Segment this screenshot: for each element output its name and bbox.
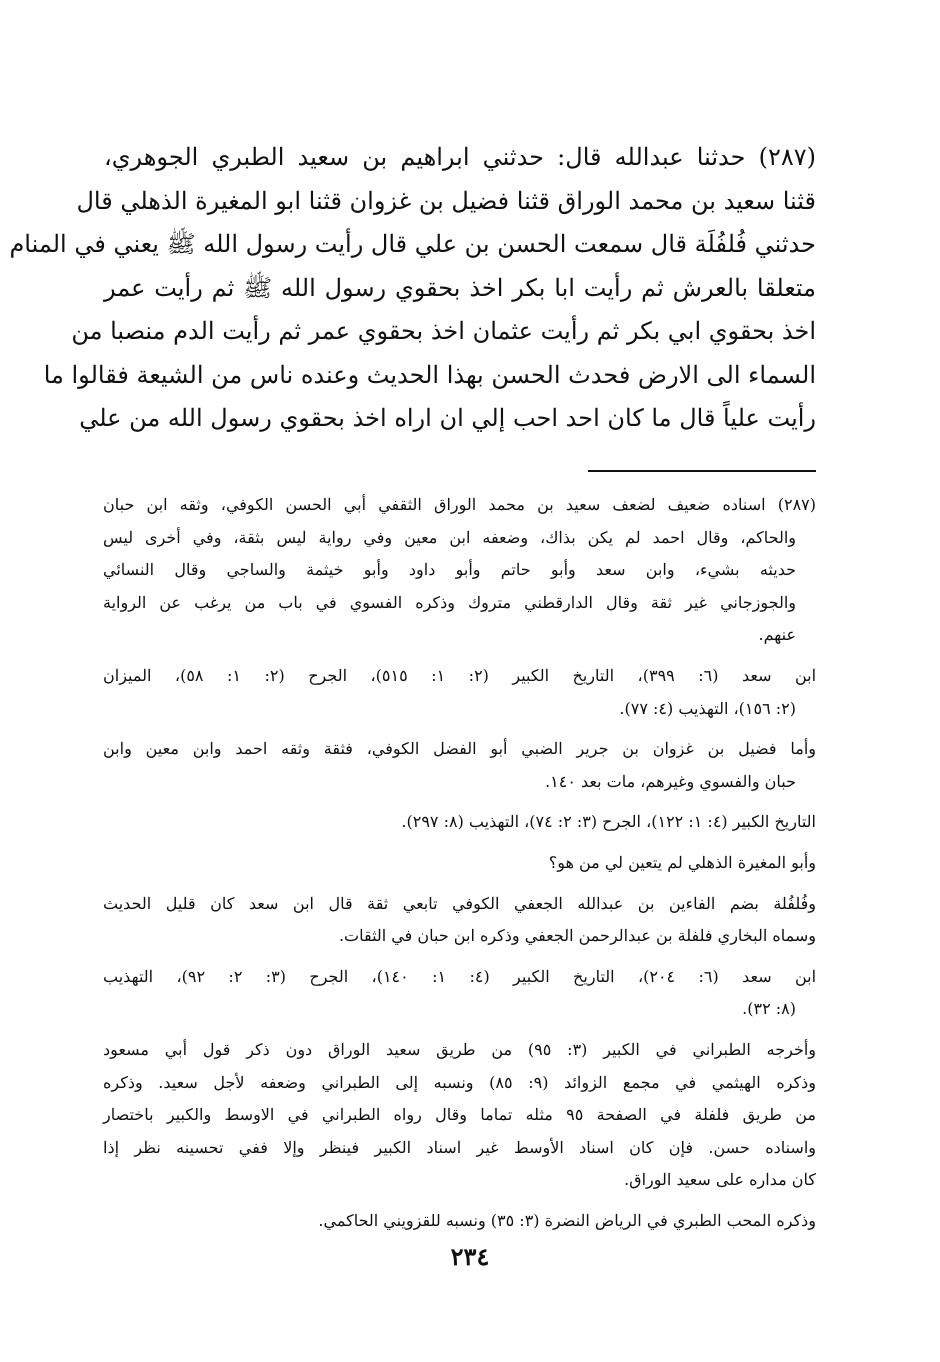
- footnote-line: ابن سعد (٦: ٣٩٩)، التاريخ الكبير (٢: ١: ٥١٥)، الجرح (٢: ١: ٥٨)، الميزان: [103, 665, 817, 685]
- footnote-paragraph: [103, 660, 816, 725]
- footnote-line: وذكره المحب الطبري في الرياض النضرة (٣: ٣٥) ونسبه للقزويني الحاكمي.: [318, 1210, 816, 1230]
- hadith-line: قثنا سعيد بن محمد الوراق قثنا فضيل بن غزوان قثنا ابو المغيرة الذهلي قال: [76, 186, 816, 215]
- footnote-line: حبان والفسوي وغيرهم، مات بعد ١٤٠.: [545, 771, 796, 791]
- footnote-line: حديثه بشيء، وابن سعد وأبو حاتم وأبو داود وأبو خيثمة والساجي وقال النسائي: [103, 560, 796, 580]
- hadith-line: اخذ بحقوي ابي بكر ثم رأيت عثمان اخذ بحقوي عمر ثم رأيت الدم منصبا من: [71, 317, 816, 345]
- hadith-text: [9, 136, 816, 441]
- footnote-line: (٨: ٣٢).: [742, 999, 796, 1019]
- hadith-line: (٢٨٧) حدثنا عبدالله قال: حدثني ابراهيم بن سعيد الطبري الجوهري،: [104, 143, 816, 171]
- footnote-line: (٢: ١٥٦)، التهذيب (٤: ٧٧).: [619, 698, 796, 718]
- footnote-line: وفُلفُلة بضم الفاءين بن عبدالله الجعفي الكوفي تابعي ثقة قال ابن سعد كان قليل الحديث: [103, 893, 816, 913]
- footnote-paragraph: [103, 806, 816, 839]
- footnote-line: عنهم.: [758, 625, 796, 645]
- footnote-line: وسماه البخاري فلفلة بن عبدالرحمن الجعفي وذكره ابن حبان في الثقات.: [338, 926, 816, 946]
- footnote-line: ابن سعد (٦: ٢٠٤)، التاريخ الكبير (٤: ١: ١٤٠)، الجرح (٣: ٢: ٩٢)، التهذيب: [103, 966, 817, 986]
- footnote-separator: [588, 470, 816, 472]
- hadith-line: حدثني فُلفُلَة قال سمعت الحسن بن علي قال رأيت رسول الله ﷺ يعني في المنام: [9, 230, 816, 258]
- footnotes: [103, 489, 816, 1245]
- footnote-line: والجوزجاني غير ثقة وقال الدارقطني متروك وذكره الفسوي في باب من يرغب عن الرواية: [103, 592, 797, 612]
- page-number: ٢٣٤: [450, 1242, 490, 1271]
- hadith-line: رأيت علياً قال ما كان احد احب إلي ان اراه اخذ بحقوي رسول الله من علي: [79, 404, 816, 432]
- footnote-paragraph: [103, 847, 816, 880]
- footnote-line: وأخرجه الطبراني في الكبير (٣: ٩٥) من طريق سعيد الوراق دون ذكر قول أبي مسعود: [103, 1039, 816, 1059]
- hadith-line: السماء الى الارض فحدث الحسن بهذا الحديث وعنده ناس من الشيعة فقالوا ما: [43, 360, 816, 389]
- footnote-paragraph: [103, 489, 816, 652]
- footnote-paragraph: [103, 1205, 816, 1238]
- footnote-paragraph: [103, 733, 816, 798]
- footnote-paragraph: [103, 961, 816, 1026]
- footnote-line: من طريق فلفلة في الصفحة ٩٥ مثله تماما وقال رواه الطبراني في الاوسط والكبير باختصار: [103, 1105, 816, 1125]
- footnote-paragraph: [103, 1034, 816, 1197]
- footnote-line: التاريخ الكبير (٤: ١: ١٢٢)، الجرح (٣: ٢: ٧٤)، التهذيب (٨: ٢٩٧).: [401, 812, 816, 832]
- footnote-line: واسناده حسن. فإن كان اسناد الأوسط غير اسناد الكبير فينظر وإلا ففي تحسينه نظر إذا: [103, 1137, 816, 1157]
- footnote-line: (٢٨٧) اسناده ضعيف لضعف سعيد بن محمد الوراق الثقفي أبي الحسن الكوفي، وثقه ابن حبان: [103, 495, 816, 514]
- footnote-paragraph: [103, 888, 816, 953]
- footnote-line: كان مداره على سعيد الوراق.: [624, 1170, 816, 1190]
- footnote-line: والحاكم، وقال احمد لم يكن بذاك، وضعفه ابن معين وفي رواية ليس بثقة، وفي أخرى ليس: [103, 527, 797, 547]
- footnote-line: وأما فضيل بن غزوان بن جرير الضبي أبو الفضل الكوفي، فثقة وثقه احمد وابن معين وابن: [103, 739, 816, 759]
- footnote-line: وذكره الهيثمي في مجمع الزوائد (٩: ٨٥) ونسبه إلى الطبراني وضعفه لأجل سعيد. وذكره: [103, 1072, 816, 1092]
- hadith-line: متعلقا بالعرش ثم رأيت ابا بكر اخذ بحقوي رسول الله ﷺ ثم رأيت عمر: [104, 273, 816, 302]
- footnote-line: وأبو المغيرة الذهلي لم يتعين لي من هو؟: [548, 852, 816, 872]
